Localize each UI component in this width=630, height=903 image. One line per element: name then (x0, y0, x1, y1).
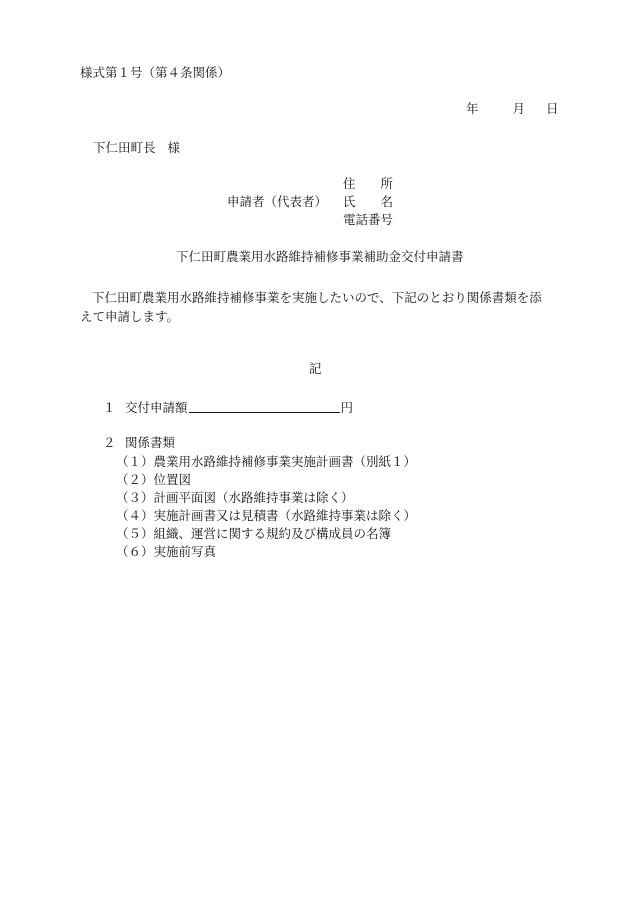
document-title: 下仁田町農業用水路維持補修事業補助金交付申請書 (176, 249, 464, 264)
date-day: 日 (546, 101, 559, 116)
list-item: （５）組織、運営に関する規約及び構成員の名簿 (116, 526, 392, 541)
body-text: 下仁田町農業用水路維持補修事業を実施したいので、下記のとおり関係書類を添えて申請します。 (80, 290, 542, 324)
date-month: 月 (512, 101, 526, 116)
name-label-char-2: 名 (380, 194, 394, 209)
address-label-char-2: 所 (380, 176, 394, 191)
ki-heading: 記 (309, 361, 322, 376)
name-label-char-1: 氏 (343, 194, 356, 209)
addressee-name: 下仁田町長 (93, 140, 156, 155)
date-line (466, 103, 559, 116)
list-item: （２）位置図 (116, 472, 192, 487)
item1-unit: 円 (340, 400, 354, 415)
addressee-honorific: 様 (167, 140, 181, 155)
documents-list (116, 455, 416, 563)
list-item: （４）実施計画書又は見積書（水路維持事業は除く） (116, 508, 417, 523)
list-item: （１）農業用水路維持補修事業実施計画書（別紙１） (116, 454, 417, 469)
phone-label: 電話番号 (343, 212, 394, 227)
address-label-char-1: 住 (343, 176, 356, 191)
amount-blank-line (189, 400, 340, 413)
name-label (343, 196, 393, 209)
form-number: 様式第１号（第４条関係） (80, 65, 231, 80)
applicant-label: 申請者（代表者） (227, 194, 328, 209)
item1-label: 交付申請額 (125, 400, 188, 415)
address-label (343, 178, 393, 191)
addressee (93, 142, 180, 155)
item2-label: 関係書類 (125, 435, 176, 450)
date-year: 年 (466, 101, 479, 116)
item-application-amount (103, 400, 353, 415)
item2-number: ２ (103, 435, 116, 450)
item1-number: １ (103, 400, 116, 415)
list-item: （６）実施前写真 (116, 544, 217, 559)
item-related-documents (103, 437, 175, 450)
list-item: （３）計画平面図（水路維持事業は除く） (116, 490, 354, 505)
